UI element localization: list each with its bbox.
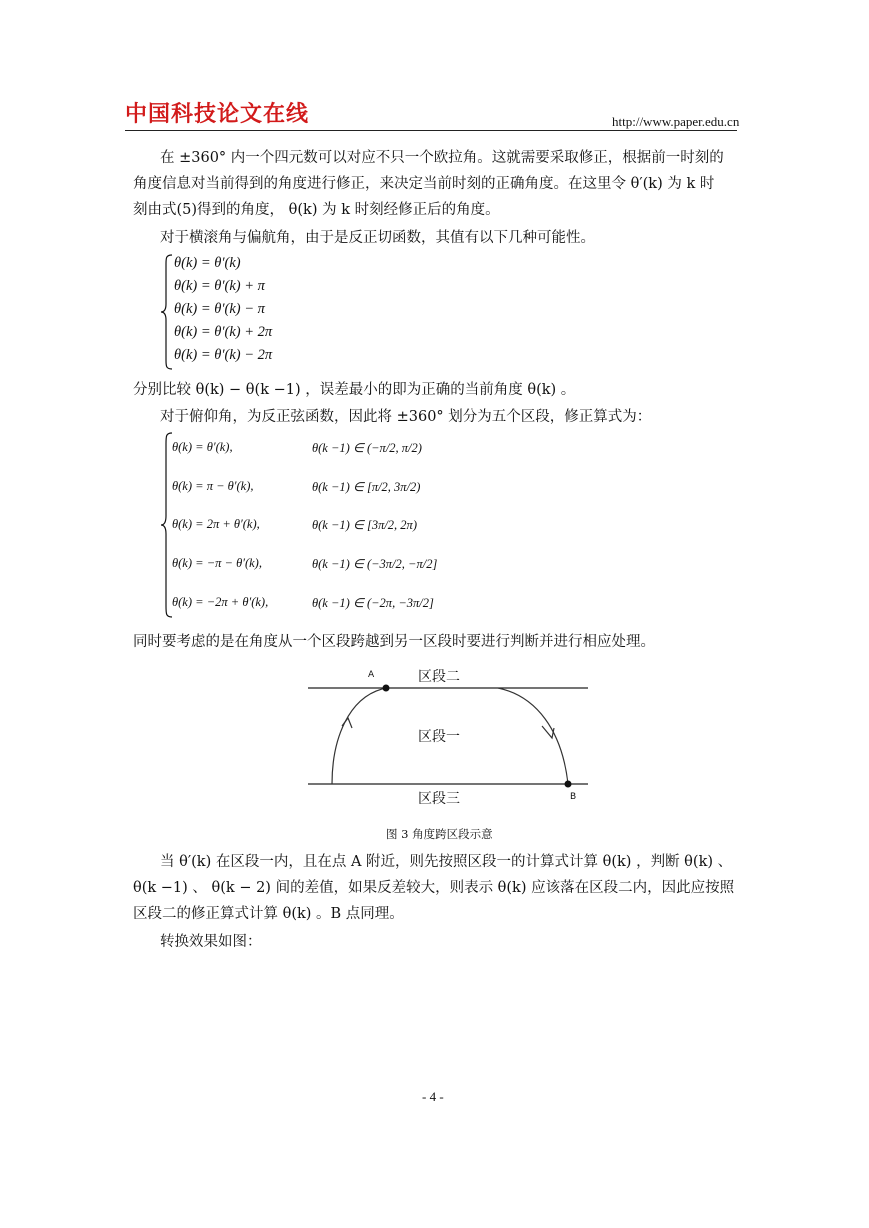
eq1-row: θ(k) = θ′(k) − π bbox=[174, 301, 265, 317]
para1-line3: 刻由式(5)得到的角度， θ(k) 为 k 时刻经修正后的角度。 bbox=[133, 202, 500, 218]
eq1-row: θ(k) = θ′(k) + π bbox=[174, 278, 265, 294]
eq2-lhs: θ(k) = π − θ′(k), bbox=[172, 479, 254, 493]
region-one-label: 区段一 bbox=[418, 729, 460, 745]
header-rule bbox=[125, 130, 737, 131]
eq2-lhs: θ(k) = 2π + θ′(k), bbox=[172, 517, 260, 531]
para7: 转换效果如图： bbox=[160, 934, 262, 950]
eq2-lhs: θ(k) = θ′(k), bbox=[172, 440, 233, 454]
arc-right bbox=[498, 688, 568, 784]
eq2-cond: θ(k −1) ∈ (−π/2, π/2) bbox=[312, 441, 422, 455]
eq2-lhs: θ(k) = −2π + θ′(k), bbox=[172, 595, 269, 609]
eq1-row: θ(k) = θ′(k) − 2π bbox=[174, 347, 273, 363]
region-two-label: 区段二 bbox=[418, 669, 460, 685]
arc-left bbox=[332, 688, 386, 784]
eq1-row: θ(k) = θ′(k) + 2π bbox=[174, 324, 273, 340]
para4: 对于俯仰角，为反正弦函数，因此将 ±360° 划分为五个区段，修正算式为： bbox=[160, 409, 652, 425]
para6-line3: 区段二的修正算式计算 θ(k) 。B 点同理。 bbox=[133, 906, 404, 922]
eq2-cond: θ(k −1) ∈ [3π/2, 2π) bbox=[312, 518, 417, 532]
eq2-cond: θ(k −1) ∈ [π/2, 3π/2) bbox=[312, 480, 421, 494]
para6-line1: 当 θ′(k) 在区段一内，且在点 A 附近，则先按照区段一的计算式计算 θ(k) ，判断 θ(k) 、 bbox=[160, 854, 733, 870]
para5: 同时要考虑的是在角度从一个区段跨越到另一区段时要进行判断并进行相应处理。 bbox=[133, 634, 655, 650]
left-brace-1 bbox=[160, 254, 174, 370]
eq2-lhs: θ(k) = −π − θ′(k), bbox=[172, 556, 262, 570]
para6-line2: θ(k −1) 、 θ(k − 2) 间的差值，如果反差较大，则表示 θ(k) 应该落在区段二内，因此应按照 bbox=[133, 880, 735, 896]
para3: 分别比较 θ(k) − θ(k −1) ，误差最小的即为正确的当前角度 θ(k) 。 bbox=[133, 382, 576, 398]
point-a-marker bbox=[383, 685, 390, 692]
figure-3-caption: 图 3 角度跨区段示意 bbox=[386, 827, 493, 841]
logo-text: 中国科技论文在线 bbox=[125, 102, 310, 127]
point-a-label: A bbox=[368, 670, 375, 680]
site-logo bbox=[125, 102, 309, 128]
arrow-down-icon bbox=[542, 726, 554, 738]
page-number: - 4 - bbox=[422, 1089, 444, 1104]
eq2-cond: θ(k −1) ∈ (−2π, −3π/2] bbox=[312, 596, 434, 610]
figure-3 bbox=[308, 660, 590, 820]
header-url[interactable]: http://www.paper.edu.cn bbox=[612, 114, 740, 129]
point-b-label: B bbox=[570, 792, 577, 802]
para2: 对于横滚角与偏航角，由于是反正切函数，其值有以下几种可能性。 bbox=[160, 230, 595, 246]
para1-line1: 在 ±360° 内一个四元数可以对应不只一个欧拉角。这就需要采取修正，根据前一时刻的 bbox=[160, 150, 724, 166]
para1-line2: 角度信息对当前得到的角度进行修正，来决定当前时刻的正确角度。在这里令 θ′(k) 为 k 时 bbox=[133, 176, 715, 192]
eq2-cond: θ(k −1) ∈ (−3π/2, −π/2] bbox=[312, 557, 438, 571]
region-three-label: 区段三 bbox=[418, 791, 460, 807]
eq1-row: θ(k) = θ′(k) bbox=[174, 255, 241, 271]
point-b-marker bbox=[565, 781, 572, 788]
